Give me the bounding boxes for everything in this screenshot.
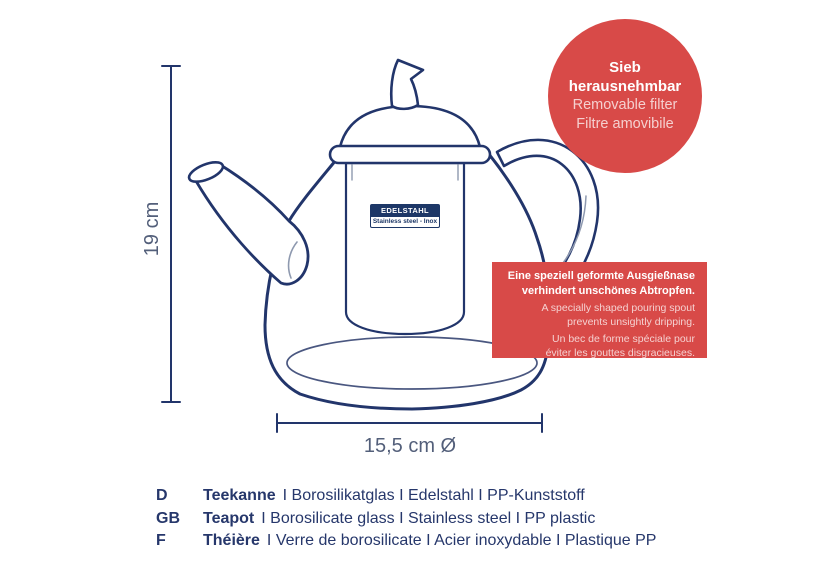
material-list: I Verre de borosilicate I Acier inoxydable I Plastique PP xyxy=(266,532,657,549)
callout-de: Eine speziell geformte Ausgießnase verhindert unschönes Abtropfen. xyxy=(507,270,695,297)
product-name: Théière xyxy=(203,532,260,549)
material-list: I Borosilicate glass I Stainless steel I PP plastic xyxy=(261,509,596,527)
legend-row-fr xyxy=(156,530,656,553)
lid-knob xyxy=(391,60,423,109)
lang-code: F xyxy=(156,532,166,549)
lang-code: GB xyxy=(156,509,180,527)
material-label xyxy=(370,204,440,228)
teapot-spout xyxy=(196,164,308,284)
lid-rim xyxy=(330,146,490,163)
callout-en: A specially shaped pouring spout prevents unsightly dripping. xyxy=(541,302,695,328)
filter-cylinder xyxy=(346,163,464,334)
badge-line-de-1: Sieb xyxy=(609,59,641,76)
badge-line-en: Removable filter xyxy=(572,97,678,113)
pouring-spout-callout xyxy=(492,262,707,358)
lang-code: D xyxy=(156,487,168,504)
material-list: I Borosilikatglas I Edelstahl I PP-Kunststoff xyxy=(282,487,585,504)
diameter-dimension-label: 15,5 cm Ø xyxy=(363,435,457,457)
lid-dome xyxy=(340,106,480,147)
legend-row-gb xyxy=(156,508,656,531)
diameter-dimension-line xyxy=(277,414,542,432)
legend-row-de xyxy=(156,485,656,508)
callout-fr: Un bec de forme spéciale pour éviter les gouttes disgracieuses. xyxy=(545,333,695,359)
badge-line-de-2: herausnehmbar xyxy=(568,78,682,95)
materials-legend xyxy=(156,485,656,553)
material-label-subtitle: Stainless steel - Inox xyxy=(370,217,440,228)
product-name: Teapot xyxy=(203,509,255,527)
product-name: Teekanne xyxy=(203,487,276,504)
removable-filter-badge xyxy=(548,19,702,173)
badge-line-fr: Filtre amovibile xyxy=(576,116,674,132)
material-label-title: EDELSTAHL xyxy=(370,204,440,217)
height-dimension-label: 19 cm xyxy=(141,201,163,257)
